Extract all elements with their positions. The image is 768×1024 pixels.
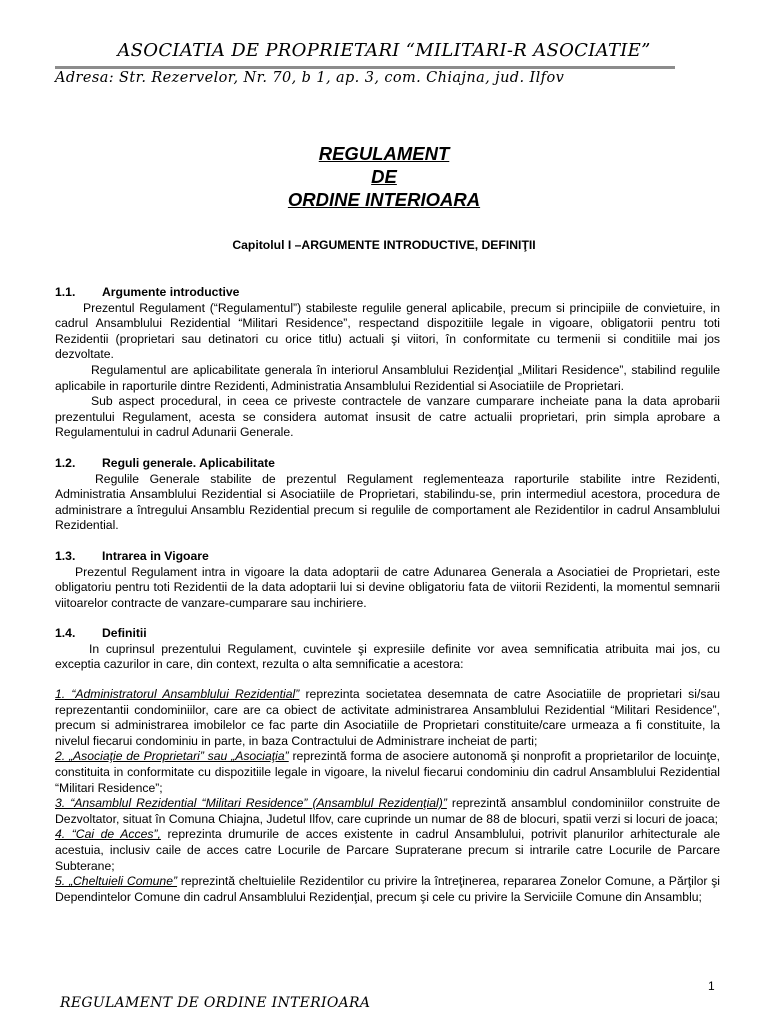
title-line-1: REGULAMENT — [318, 143, 450, 164]
definition-text: reprezinta societatea desemnata de catre Asociatiile de proprietari si/sau reprezentantii condominiilor, care are ca obiect de activitate administrarea Ansamblului Rezidential “Militari Residence”, precum si administrarea imobilelor ce fac parte din Asociatiile de Proprietari constituite/care urmeaza a fi constituite, la nivelul fiecarui condominiu in parte, in baza Contractului de Administrare incheiat de parti; — [55, 687, 721, 748]
definition-item — [55, 874, 720, 905]
section-heading-1-2 — [55, 456, 720, 472]
chapter-heading: Capitolul I –ARGUMENTE INTRODUCTIVE, DEFINIŢII — [232, 238, 536, 252]
definition-text: reprezintă cheltuielile Rezidentilor cu privire la întreţinerea, repararea Zonelor Comune, a Părţilor şi Dependintelor Comune din cadrul Ansamblului Rezidenţial, precum şi cele cu privire la Serviciile Comune din Ansamblu; — [55, 874, 720, 904]
definition-term: 4. “Cai de Acces”, — [55, 827, 161, 842]
definition-term: 1. “Administratorul Ansamblului Rezidential” — [55, 687, 300, 702]
definition-item — [55, 749, 720, 796]
header-divider — [55, 66, 675, 69]
paragraph: Regulile Generale stabilite de prezentul Regulament reglementeaza raporturile stabilite intre Rezidenti, Administratia Ansamblului Rezidential si Asociatiile de Proprietari, stabilindu-se, prin intermediul acestora, procedura de administrare a întregului Ansamblu Rezidential precum si regulile de comportament ale Rezidentilor in cadrul Ansamblului Rezidential. — [55, 471, 720, 533]
section-title: Argumente introductive — [102, 285, 240, 299]
document-body — [55, 285, 720, 905]
definition-term: 5. „Cheltuieli Comune” — [55, 874, 178, 889]
definition-item — [55, 827, 720, 874]
definition-term: 3. “Ansamblul Rezidential “Militari Residence” (Ansamblul Rezidenţial)” — [55, 796, 447, 811]
definition-term: 2. „Asociaţie de Proprietari” sau „Asociaţia” — [55, 749, 289, 764]
paragraph: Prezentul Regulament intra in vigoare la data adoptarii de catre Adunarea Generala a Asociatiei de Proprietari, este obligatoriu pentru toti Rezidentii de la data adoptarii lui si devine obligatoriu fata de viitorii Rezidenti, la momentul semnarii viitoarelor contracte de vanzare-cumparare sau inchiriere. — [55, 564, 720, 610]
document-title — [0, 142, 768, 211]
page-number: 1 — [708, 979, 715, 993]
section-number: 1.2. — [55, 455, 76, 470]
definition-item — [55, 796, 720, 827]
title-line-2: DE — [371, 166, 397, 187]
section-heading-1-3 — [55, 549, 720, 565]
section-title: Intrarea in Vigoare — [102, 548, 209, 563]
section-title: Reguli generale. Aplicabilitate — [102, 455, 275, 470]
section-number: 1.3. — [55, 548, 76, 563]
association-name: ASOCIATIA DE PROPRIETARI “MILITARI-R ASOCIATIE” — [117, 40, 651, 61]
section-number: 1.4. — [55, 626, 76, 641]
definition-text: reprezintă ansamblul condominiilor construite de Dezvoltator, situat în Comuna Chiajna, Judetul Ilfov, care cuprinde un numar de 88 de blocuri, spatii verzi si locuri de joaca; — [55, 796, 720, 826]
footer-title: REGULAMENT DE ORDINE INTERIOARA — [60, 995, 371, 1011]
title-line-3: ORDINE INTERIOARA — [287, 189, 481, 210]
paragraph: Sub aspect procedural, in ceea ce priveste contractele de vanzare cumparare incheiate pana la data aprobarii prezentului Regulament, acesta se considera automat insusit de catre actualii proprietari, prin simpla aprobare a Regulamentului in cadrul Adunarii Generale. — [55, 394, 720, 440]
section-heading-1-4 — [55, 626, 720, 642]
paragraph: Regulamentul are aplicabilitate generala în interiorul Ansamblului Rezidenţial „Militari Residence”, stabilind regulile aplicabile in raporturile dintre Rezidenti, Administratia Ansamblului Rezidential si Asociatiile de Proprietari. — [55, 362, 720, 393]
paragraph: In cuprinsul prezentului Regulament, cuvintele şi expresiile definite vor avea semnificatia atribuita mai jos, cu exceptia cazurilor in care, din context, rezulta o alta semnificatie a acestora: — [55, 641, 720, 672]
section-number: 1.1. — [55, 285, 76, 299]
definition-text: reprezintă forma de asociere autonomă şi nonprofit a proprietarilor de locuinţe, constituita in conformitate cu dispozitiile legale in vigoare, la nivelul fiecarui condominiu din cadrul Ansamblului Rezidential “Militari Residence”; — [55, 749, 720, 795]
definition-text: reprezinta drumurile de acces existente in cadrul Ansamblului, potrivit planurilor arhitecturale ale acestuia, inclusiv caile de acces catre Locurile de Parcare Supraterane precum si intrarile catre Locurile de Parcare Subterane; — [55, 827, 720, 873]
association-address: Adresa: Str. Rezervelor, Nr. 70, b 1, ap. 3, com. Chiajna, jud. Ilfov — [55, 70, 565, 86]
section-heading-1-1 — [55, 285, 720, 301]
paragraph: Prezentul Regulament (“Regulamentul”) stabileste regulile general aplicabile, precum si principiile de convietuire, in cadrul Ansamblului Rezidential “Militari Residence”, respectand dispozitiile legale in vigoare, obligatorii pentru toti Rezidentii (proprietari sau detinatori cu orice titlu) actuali şi viitori, în conformitate cu termenii si conditiile mai jos dezvoltate. — [55, 300, 720, 362]
definition-item — [55, 687, 720, 749]
section-title: Definitii — [102, 626, 147, 641]
